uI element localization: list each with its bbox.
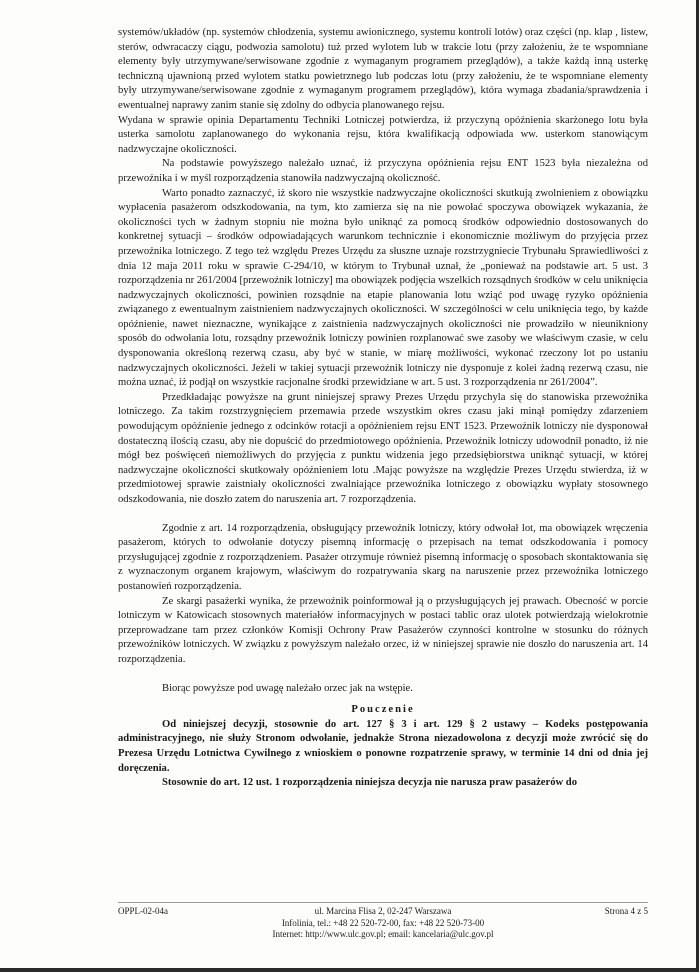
footer-internet: Internet: http://www.ulc.gov.pl; email: kancelaria@ulc.gov.pl <box>272 929 494 939</box>
body-paragraph: Zgodnie z art. 14 rozporządzenia, obsługujący przewoźnik lotniczy, który odwołał lot, ma obowiązek wręczenia pasażerom, których to odwołanie dotyczy pisemną informację o przepisach na temat odszkodowania i pomocy przysługującej zgodnie z rozporządzeniem. Pasażer otrzymuje również pisemną informację o sposobach skontaktowania się z wyznaczonym organem krajowym, właściwym do rozpatrywania skarg na naruszenie przez przewoźnika lotniczego postanowień rozporządzenia. <box>118 522 648 592</box>
body-paragraph: Biorąc powyższe pod uwagę należało orzec jak na wstępie. <box>162 682 413 694</box>
body-paragraph: systemów/układów (np. systemów chłodzenia, systemu awionicznego, systemu kontroli lotów) oraz części (np. klap , listew, sterów, odwracaczy ciągu, podwozia samolotu) tuż przed wylotem lub w trakcie lotu (przy założeniu, że te wspomniane elementy były utrzymywane/serwisowane zgodnie z wymaganym programem przeglądów), a także każdą inną usterkę techniczną ujawnioną przed wylotem statku powietrznego lub podczas lotu (przy założeniu, że te wspomniane elementy były utrzymywane/serwisowane zgodnie z wymaganym programem przeglądów), która wymaga zbadania/sprawdzenia i ewentualnej naprawy zanim stanie się zdolny do odbycia planowanego rejsu. <box>118 27 648 111</box>
body-paragraph: Przedkładając powyższe na grunt niniejszej sprawy Prezes Urzędu przychyla się do stanowiska przewoźnika lotniczego. Za takim rozstrzygnięciem przemawia przede wszystkim okres czasu jaki minął pomiędzy zdarzeniem powodującym opóźnienie jednego z odcinków rotacji a opóźnieniem rejsu ENT 1523. Przewoźnik lotniczy nie dysponował dostateczną ilością czasu, aby nie dopuścić do przedmiotowego opóźnienia. Przewoźnik lotniczy udowodnił ponadto, iż nie mógł bez poświęceń niemożliwych do przyjęcia z punktu widzenia jego przedsiębiorstwa uniknąć sytuacji, w której nadzwyczajne okoliczności skutkowały opóźnieniem lotu .Mając powyższe na względzie Prezes Urzędu stwierdza, iż w przedmiotowej sprawie zaistniały okoliczności zwalniające przewoźnika lotniczego z obowiązku wypłaty stosownego odszkodowania, nie doszło zatem do naruszenia art. 7 rozporządzenia. <box>118 391 648 505</box>
body-paragraph: Warto ponadto zaznaczyć, iż skoro nie wszystkie nadzwyczajne okoliczności skutkują zwolnieniem z obowiązku wypłacenia pasażerom odszkodowania, na tym, kto zamierza się na nie powołać spoczywa obowiązek wykazania, że okoliczności tych w żadnym stopniu nie można było uniknąć za pomocą środków odpowiednio dostosowanych do konkretnej sytuacji – środków odpowiadających warunkom technicznie i ekonomicznie możliwym do przyjęcia przez przewoźnika lotniczego. Z tego też względu Prezes Urzędu za słuszne uznaje rozstrzygniecie Trybunału Sprawiedliwości z dnia 12 maja 2011 roku w sprawie C-294/10, w którym to Trybunał uznał, że „ponieważ na podstawie art. 5 ust. 3 rozporządzenia nr 261/2004 [przewoźnik lotniczy] ma obowiązek podjęcia wszelkich rozsądnych środków w celu uniknięcia nadzwyczajnych okoliczności, powinien rozsądnie na etapie planowania lotu wziąć pod uwagę ryzyko opóźnienia związanego z ewentualnym zaistnieniem nadzwyczajnych okoliczności. W szczególności w celu uniknięcia tego, by każde opóźnienie, nawet nieznaczne, wynikające z zaistnienia nadzwyczajnych okoliczności nie prowadziło w nieunikniony sposób do odwołania lotu, rozsądny przewoźnik lotniczy powinien rozplanować swe zasoby we właściwym czasie, w celu dysponowania określoną rezerwą czasu, aby być w stanie, w miarę możliwości, wykonać rzeczony lot po ustaniu nadzwyczajnych okoliczności. Jeżeli w takiej sytuacji przewoźnik lotniczy nie dysponuje z kolei żadną rezerwą czasu, nie można uznać, iż podjął on wszystkie racjonalne środki przewidziane w art. 5 ust. 3 rozporządzenia nr 261/2004”. <box>118 187 648 389</box>
document-body <box>118 26 648 791</box>
instruction-paragraph: Stosownie do art. 12 ust. 1 rozporządzenia niniejsza decyzja nie narusza praw pasażerów do <box>162 777 577 789</box>
paragraph-spacer <box>118 668 648 682</box>
document-code: OPPL-02-04a <box>118 906 168 916</box>
footer-address: ul. Marcina Flisa 2, 02-247 Warszawa <box>314 906 452 916</box>
page-footer <box>118 906 648 941</box>
paragraph-spacer <box>118 508 648 522</box>
body-paragraph: Wydana w sprawie opinia Departamentu Techniki Lotniczej potwierdza, iż przyczyną opóźnienia skarżonego lotu była usterka samolotu zaplanowanego do wykonania rejsu, która kwalifikacją odpowiada ww. usterkom stanowiącym nadzwyczajne okoliczności. <box>118 114 648 155</box>
page-number: Strona 4 z 5 <box>604 906 648 916</box>
paragraph-spacer <box>118 696 648 703</box>
body-paragraph: Ze skargi pasażerki wynika, że przewoźnik poinformował ją o przysługujących jej prawach. Obecność w porcie lotniczym w Katowicach stosownych materiałów informacyjnych w postaci tablic oraz ulotek potwierdzają wielokrotnie przeprowadzane tam przez członków Komisji Ochrony Praw Pasażerów czynności kontrolne w stosunku do różnych przewoźników lotniczych. W związku z powyższym należało orzec, iż w niniejszej sprawie nie doszło do naruszenia art. 14 rozporządzenia. <box>118 595 648 665</box>
footer-phone: Infolinia, tel.: +48 22 520-72-00, fax: +48 22 520-73-00 <box>281 917 485 928</box>
footer-divider <box>118 902 648 903</box>
body-paragraph: Na podstawie powyższego należało uznać, iż przyczyna opóźnienia rejsu ENT 1523 była niezależna od przewoźnika i w myśl rozporządzenia stanowiła nadzwyczajną okoliczność. <box>118 158 648 184</box>
instruction-heading: Pouczenie <box>351 704 415 716</box>
instruction-paragraph: Od niniejszej decyzji, stosownie do art. 127 § 3 i art. 129 § 2 ustawy – Kodeks postępowania administracyjnego, nie służy Stronom odwołanie, jednakże Strona niezadowolona z decyzji może zwrócić się do Prezesa Urzędu Lotnictwa Cywilnego z wnioskiem o ponowne rozpatrzenie sprawy, w terminie 14 dni od dnia jej doręczenia. <box>118 718 648 774</box>
